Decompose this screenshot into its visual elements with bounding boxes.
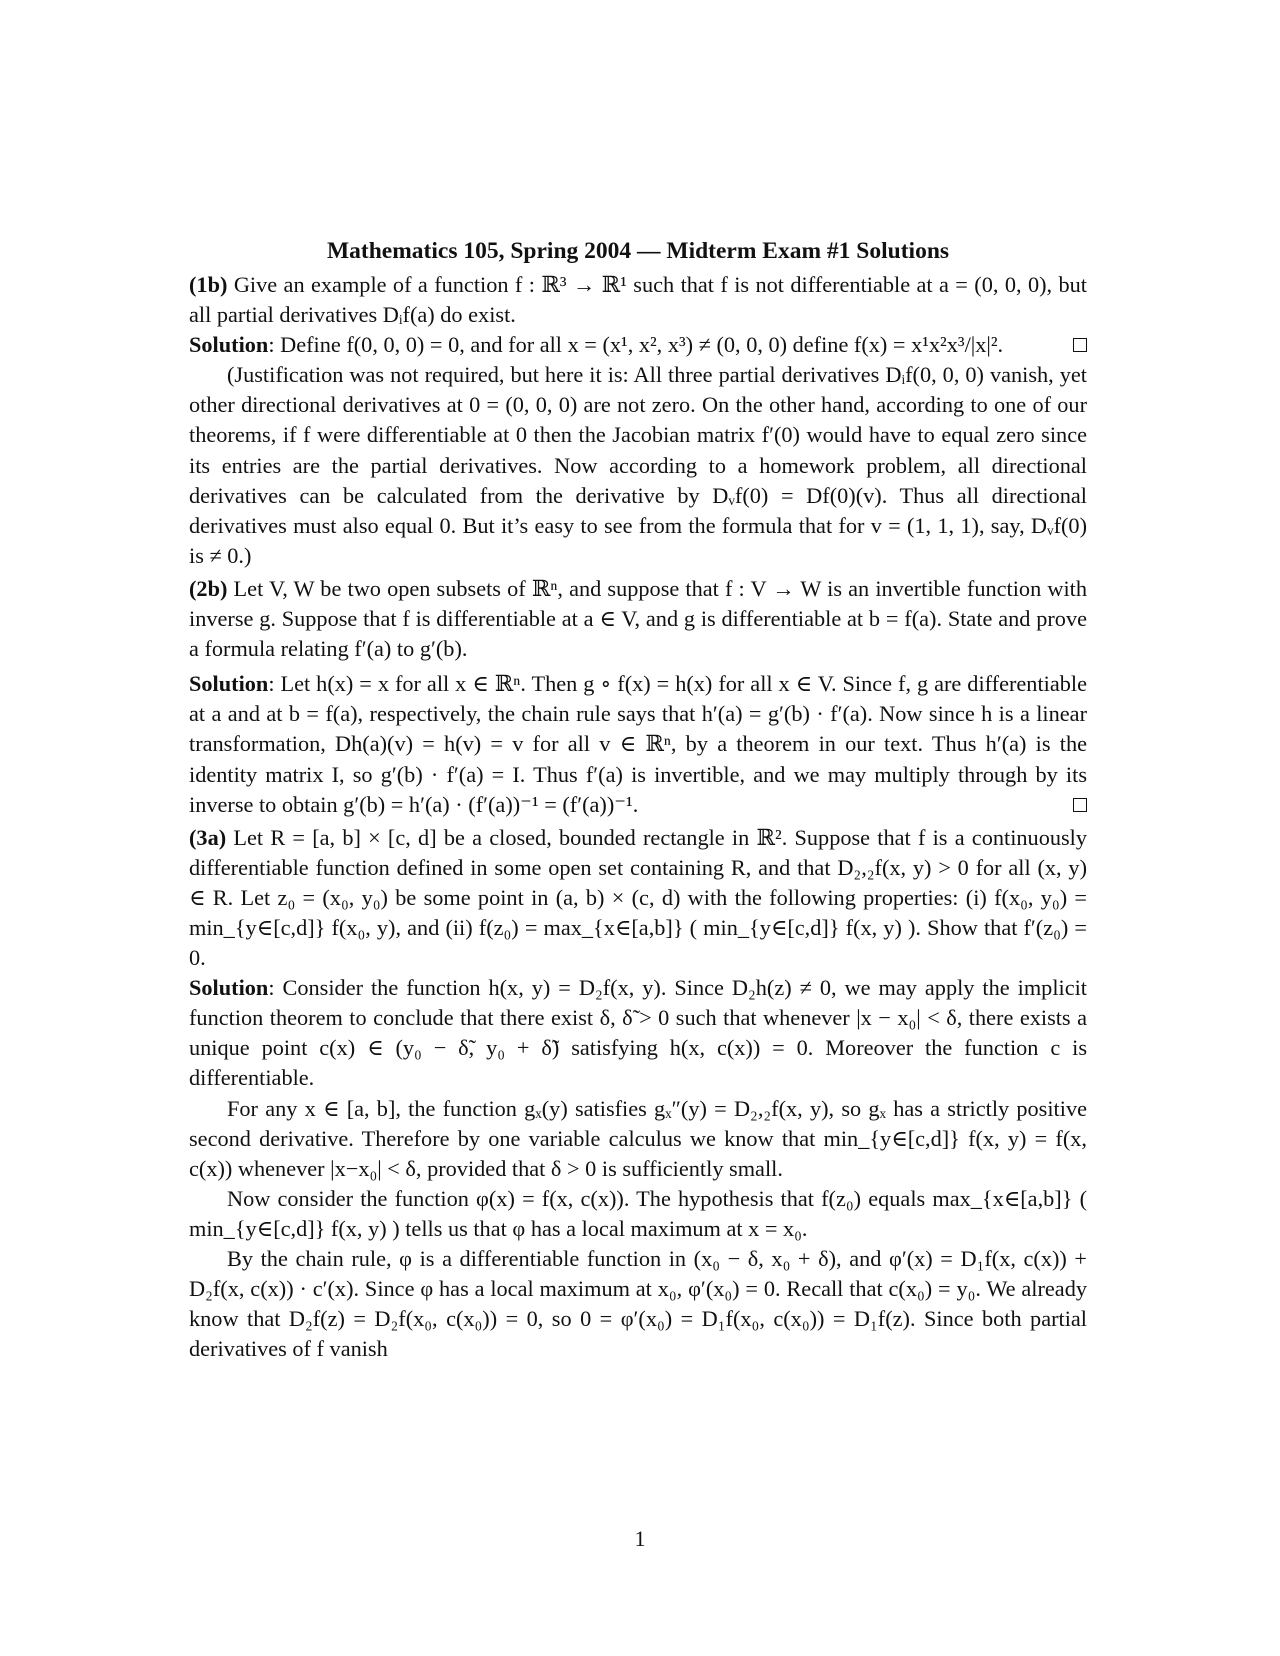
problem-question: Give an example of a function f : ℝ³ → ℝ¹ such that f is not differentiable at a = (0, 0, 0), but all partial derivatives Dᵢf(a) do exist. [189,272,1087,328]
page-number: 1 [634,1526,646,1551]
solution-text: : Consider the function h(x, y) = D₂f(x, y). Since D₂h(z) ≠ 0, we may apply the implicit function theorem to conclude that there exist δ, δ̃ > 0 such that whenever |x − x₀| < δ, there exists a unique point c(x) ∈ (y₀ − δ̃, y₀ + δ̃) satisfying h(x, c(x)) = 0. Moreover the function c is differentiable. [189,975,1087,1091]
problem-question: Let R = [a, b] × [c, d] be a closed, bounded rectangle in ℝ². Suppose that f is a continuously differentiable function defined in some open set containing R, and that D₂,₂f(x, y) > 0 for all (x, y) ∈ R. Let z₀ = (x₀, y₀) be some point in (a, b) × (c, d) with the following properties: (i) f(x₀, y₀) = min_{y∈[c,d]} f(x₀, y), and (ii) f(z₀) = max_{x∈[a,b]} ( min_{y∈[c,d]} f(x, y) ). Show that f′(z₀) = 0. [189,824,1088,971]
problem-1b-solution [189,330,1087,360]
qed-square-icon [1073,798,1087,812]
problem-3a-remark-2: Now consider the function φ(x) = f(x, c(x)). The hypothesis that f(z₀) equals max_{x∈[a,b]} ( min_{y∈[c,d]} f(x, y) ) tells us that φ has a local maximum at x = x₀. [189,1185,1087,1241]
problem-label: (2b) [189,575,228,601]
problem-3a-statement [189,823,1087,973]
problem-1b-statement [189,270,1087,330]
problem-2b-statement [189,574,1087,664]
solution-label: Solution [189,332,269,358]
problem-3a-remark-3: By the chain rule, φ is a differentiable function in (x₀ − δ, x₀ + δ), and φ′(x) = D₁f(x, c(x)) + D₂f(x, c(x)) · c′(x). Since φ has a local maximum at x₀, φ′(x₀) = 0. Recall that c(x₀) = y₀. We already know that D₂f(z) = D₂f(x₀, c(x₀)) = 0, so 0 = φ′(x₀) = D₁f(x₀, c(x₀)) = D₁f(z). Since both partial derivatives of f vanish [189,1246,1087,1362]
qed-square-icon [1073,338,1087,352]
solution-label: Solution [189,671,269,697]
page-body [189,236,1087,1364]
solution-text: : Let h(x) = x for all x ∈ ℝⁿ. Then g ∘ f(x) = h(x) for all x ∈ V. Since f, g are differentiable at a and at b = f(a), respectively, the chain rule says that h′(a) = g′(b) · f′(a). Now since h is a linear transformation, Dh(a)(v) = h(v) = v for all v ∈ ℝⁿ, by a theorem in our text. Thus h′(a) is the identity matrix I, so g′(b) · f′(a) = I. Thus f′(a) is invertible, and we may multiply through by its inverse to obtain g′(b) = h′(a) · (f′(a))⁻¹ = (f′(a))⁻¹. [189,671,1087,817]
problem-label: (1b) [189,272,228,297]
problem-label: (3a) [189,824,227,850]
solution-text: : Define f(0, 0, 0) = 0, and for all x = (x¹, x², x³) ≠ (0, 0, 0) define f(x) = x¹x²x³/|x|². [268,332,1004,358]
problem-1b-remark: (Justification was not required, but here it is: All three partial derivatives Dᵢf(0, 0, 0) vanish, yet other directional derivatives at 0 = (0, 0, 0) are not zero. On the other hand, according to one of our theorems, if f were differentiable at 0 then the Jacobian matrix f′(0) would have to equal zero since its entries are the partial derivatives. Now according to a homework problem, all directional derivatives can be calculated from the derivative by Dᵥf(0) = Df(0)(v). Thus all directional derivatives must also equal 0. But it’s easy to see from the formula that for v = (1, 1, 1), say, Dᵥf(0) is ≠ 0.) [189,362,1087,568]
problem-3a-remark-1: For any x ∈ [a, b], the function gₓ(y) satisfies gₓ″(y) = D₂,₂f(x, y), so gₓ has a strictly positive second derivative. Therefore by one variable calculus we know that min_{y∈[c,d]} f(x, y) = f(x, c(x)) whenever |x−x₀| < δ, provided that δ > 0 is sufficiently small. [189,1095,1087,1181]
problem-question: Let V, W be two open subsets of ℝⁿ, and suppose that f : V → W is an invertible function with inverse g. Suppose that f is differentiable at a ∈ V, and g is differentiable at b = f(a). State and prove a formula relating f′(a) to g′(b). [189,575,1087,662]
problem-3a-solution [189,973,1087,1093]
page-title: Mathematics 105, Spring 2004 — Midterm Exam #1 Solutions [326,238,950,264]
solution-label: Solution [189,975,269,1001]
problem-2b-solution [189,669,1087,819]
